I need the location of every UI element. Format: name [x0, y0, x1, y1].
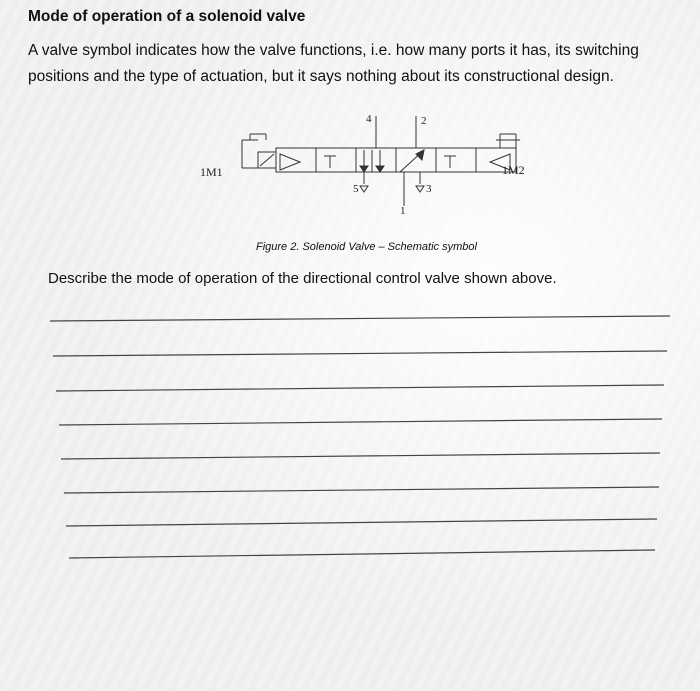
- answer-line[interactable]: [64, 487, 659, 493]
- label-port-3: 3: [426, 183, 432, 195]
- figure-caption: Figure 2. Solenoid Valve – Schematic symbol: [256, 241, 477, 253]
- answer-line[interactable]: [56, 385, 664, 391]
- answer-line[interactable]: [66, 519, 657, 526]
- answer-line[interactable]: [61, 453, 660, 459]
- label-1m2: 1M2: [502, 163, 525, 177]
- answer-line[interactable]: [69, 550, 655, 558]
- answer-line[interactable]: [50, 316, 670, 321]
- label-port-5: 5: [353, 183, 359, 195]
- answer-line[interactable]: [53, 351, 667, 356]
- section-heading: Mode of operation of a solenoid valve: [28, 8, 306, 25]
- question-text: Describe the mode of operation of the directional control valve shown above.: [48, 270, 557, 287]
- intro-paragraph: A valve symbol indicates how the valve functions, i.e. how many ports it has, its switching positions and the type of actuation, but it says nothing about its constructional design.: [28, 42, 639, 85]
- answer-line[interactable]: [59, 419, 662, 425]
- label-port-1: 1: [400, 205, 406, 216]
- label-1m1: 1M1: [200, 165, 223, 179]
- label-port-2: 2: [421, 115, 427, 127]
- label-port-4: 4: [366, 113, 372, 125]
